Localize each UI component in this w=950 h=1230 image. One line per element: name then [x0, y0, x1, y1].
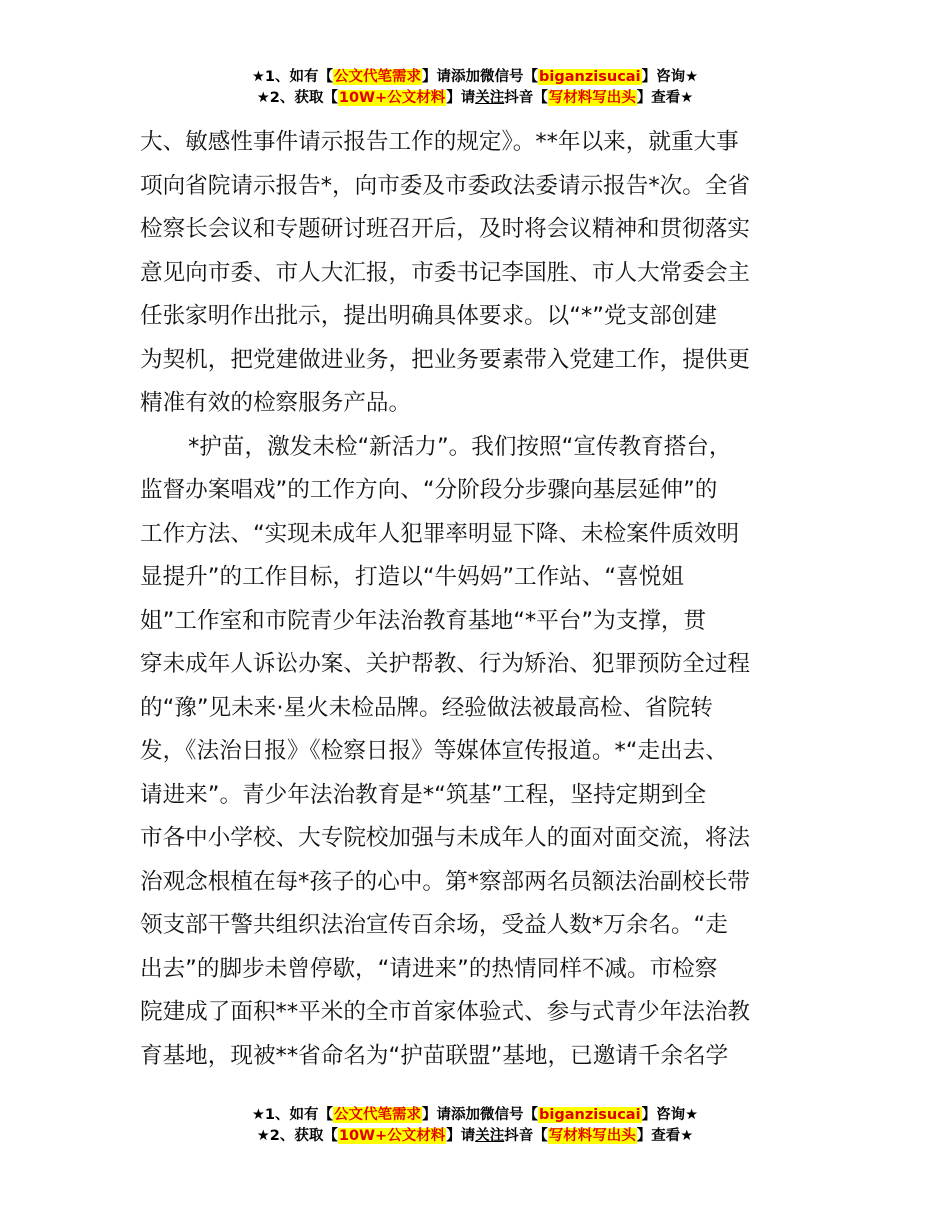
body-line: 的“豫”见未来·星火未检品牌。经验做法被最高检、省院转: [140, 694, 713, 721]
header-banner: [0, 67, 950, 109]
highlight-service: 公文代笔需求: [334, 1107, 422, 1123]
banner-text: 】查看★: [636, 90, 694, 106]
body-line: 发，《法治日报》《检察日报》等媒体宣传报道。*“走出去、: [140, 738, 728, 764]
body-line: 任张家明作出批示，提出明确具体要求。以“*”党支部创建: [140, 303, 717, 329]
banner-text: 】咨询★: [641, 1107, 699, 1123]
highlight-materials: 10W+公文材料: [338, 90, 446, 106]
body-line: 院建成了面积**平米的全市首家体验式、参与式青少年法治教: [140, 999, 751, 1025]
star-icon: ★: [251, 69, 265, 85]
body-line: 检察长会议和专题研讨班召开后，及时将会议精神和贯彻落实: [140, 216, 751, 242]
footer-banner: [0, 1105, 950, 1147]
highlight-service: 公文代笔需求: [334, 69, 422, 85]
body-line: 监督办案唱戏”的工作方向、“分阶段分步骤向基层延伸”的: [140, 477, 718, 503]
body-line: 姐”工作室和市院青少年法治教育基地“*平台”为支撑，贯: [140, 607, 707, 634]
body-line: 意见向市委、市人大汇报，市委书记李国胜、市人大常委会主: [140, 259, 751, 286]
banner-text: 1、如有【: [264, 69, 334, 85]
banner-text: 抖音【: [504, 90, 548, 106]
highlight-wechat-id: biganzisucai: [539, 1107, 641, 1123]
banner-text: 】请添加微信号【: [422, 1107, 539, 1123]
body-line: 大、敏感性事件请示报告工作的规定》。**年以来，就重大事: [140, 129, 739, 155]
body-line: 为契机，把党建做进业务，把业务要素带入党建工作，提供更: [140, 346, 751, 373]
banner-line-2: [0, 1126, 950, 1147]
highlight-materials: 10W+公文材料: [338, 1128, 446, 1144]
body-line: 项向省院请示报告*，向市委及市委政法委请示报告*次。全省: [140, 172, 751, 199]
body-line: 穿未成年人诉讼办案、关护帮教、行为矫治、犯罪预防全过程: [140, 651, 751, 677]
body-line: 精准有效的检察服务产品。: [140, 390, 412, 416]
banner-text: 抖音【: [504, 1128, 548, 1144]
document-body: [140, 121, 830, 1078]
banner-text: 2、获取【: [269, 1128, 338, 1144]
star-icon: ★: [251, 1107, 265, 1123]
body-line: 育基地，现被**省命名为“护苗联盟”基地，已邀请千余名学: [140, 1042, 729, 1069]
banner-text: 】请: [446, 90, 476, 106]
banner-text: 2、获取【: [269, 90, 338, 106]
body-line: 出去”的脚步未曾停歇，“请进来”的热情同样不减。市检察: [140, 955, 718, 982]
body-line: 市各中小学校、大专院校加强与未成年人的面对面交流，将法: [140, 825, 751, 851]
body-line: 工作方法、“实现未成年人犯罪率明显下降、未检案件质效明: [140, 520, 740, 547]
body-line: 领支部干警共组织法治宣传百余场，受益人数*万余名。“走: [140, 912, 728, 938]
paragraph-start-line: *护苗，激发未检“新活力”。我们按照“宣传教育搭台，: [188, 433, 732, 460]
star-icon: ★: [256, 1128, 270, 1144]
banner-line-1: [0, 1105, 950, 1126]
banner-text: 】咨询★: [641, 69, 699, 85]
underlined-follow: 关注: [475, 90, 505, 106]
banner-text: 】请: [446, 1128, 476, 1144]
body-line: 显提升”的工作目标，打造以“牛妈妈”工作站、“喜悦姐: [140, 564, 684, 590]
banner-text: 1、如有【: [264, 1107, 334, 1123]
underlined-follow: 关注: [475, 1128, 505, 1144]
body-line: 治观念根植在每*孩子的心中。第*察部两名员额法治副校长带: [140, 868, 751, 895]
highlight-douyin: 写材料写出头: [548, 1128, 636, 1144]
highlight-wechat-id: biganzisucai: [539, 69, 641, 85]
banner-text: 】查看★: [636, 1128, 694, 1144]
highlight-douyin: 写材料写出头: [548, 90, 636, 106]
banner-line-1: [0, 67, 950, 88]
banner-line-2: [0, 88, 950, 109]
star-icon: ★: [256, 90, 270, 106]
banner-text: 】请添加微信号【: [422, 69, 539, 85]
body-line: 请进来”。青少年法治教育是*“筑基”工程，坚持定期到全: [140, 781, 707, 808]
